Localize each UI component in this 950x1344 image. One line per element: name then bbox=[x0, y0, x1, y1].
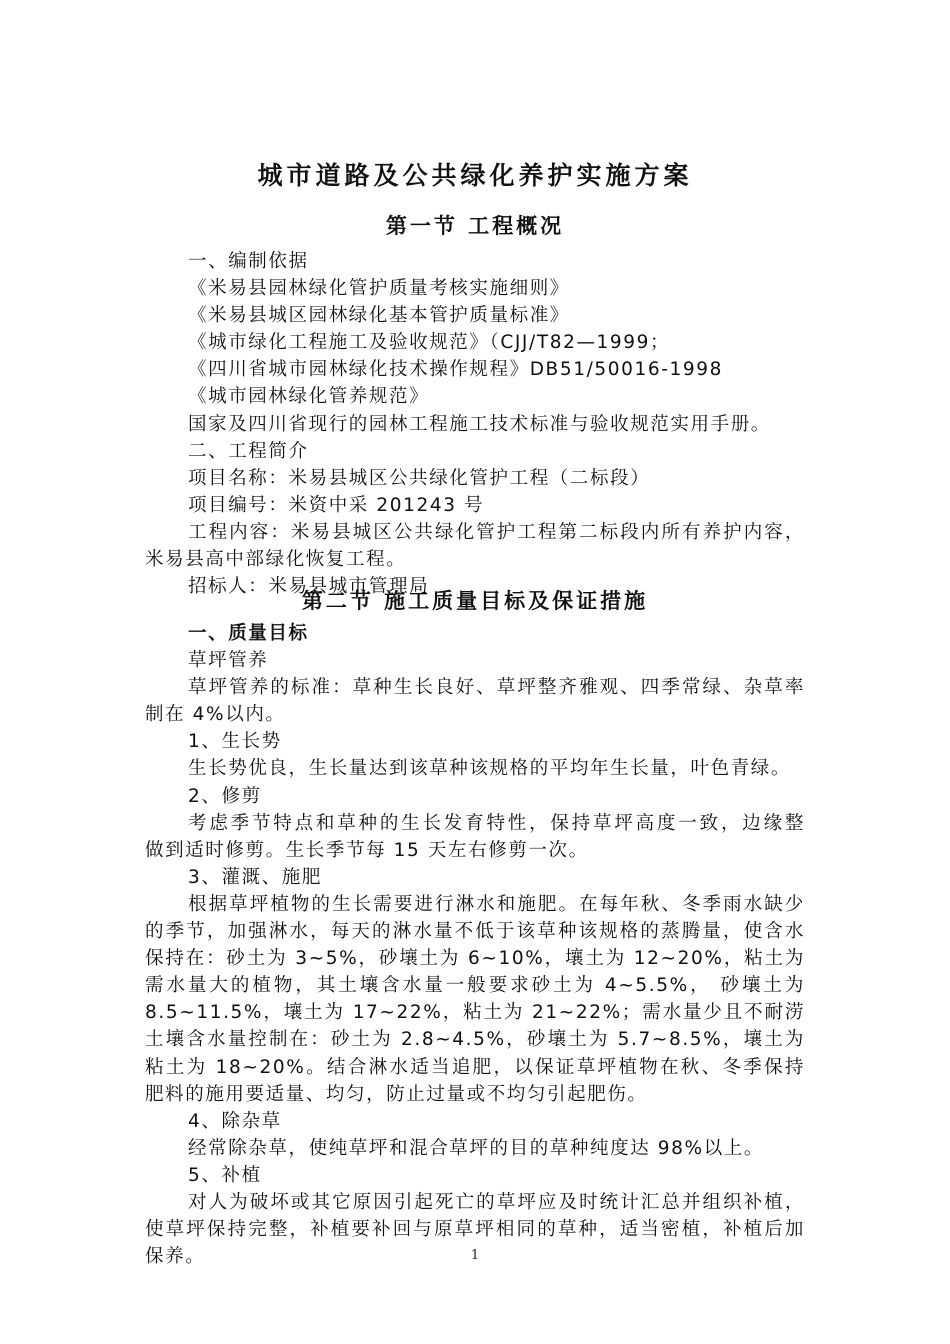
paragraph-line: 二、工程简介 bbox=[188, 440, 309, 462]
paragraph-line: 根据草坪植物的生长需要进行淋水和施肥。在每年秋、冬季雨水缺少 bbox=[188, 893, 805, 915]
paragraph-line: 土壤含水量控制在：砂土为 2.8~4.5%，砂壤土为 5.7~8.5%，壤土为 bbox=[145, 1029, 805, 1051]
paragraph-line: 项目名称：米易县城区公共绿化管护工程（二标段） bbox=[188, 467, 651, 489]
paragraph-line: 5、补植 bbox=[188, 1164, 262, 1186]
page-number: 1 bbox=[470, 1248, 480, 1263]
section-1-heading: 第一节 工程概况 bbox=[385, 214, 565, 238]
paragraph-line: 《米易县园林绿化管护质量考核实施细则》 bbox=[188, 278, 570, 300]
paragraph-line: 项目编号：米资中采 201243 号 bbox=[188, 494, 485, 516]
paragraph-line: 4、除杂草 bbox=[188, 1110, 282, 1132]
paragraph-line: 做到适时修剪。生长季节每 15 天左右修剪一次。 bbox=[145, 839, 589, 861]
paragraph-line: 《城市绿化工程施工及验收规范》（CJJ/T82—1999； bbox=[188, 332, 671, 354]
paragraph-line: 米易县高中部绿化恢复工程。 bbox=[145, 549, 407, 571]
paragraph-line: 8.5~11.5%，壤土为 17~22%，粘土为 21~22%；需水量少且不耐涝 bbox=[145, 1002, 805, 1024]
paragraph-line: 《四川省城市园林绿化技术操作规程》DB51/50016-1998 bbox=[188, 359, 724, 381]
paragraph-line: 国家及四川省现行的园林工程施工技术标准与验收规范实用手册。 bbox=[188, 413, 771, 435]
paragraph-line: 《城市园林绿化管养规范》 bbox=[188, 386, 430, 408]
paragraph-line: 使草坪保持完整，补植要补回与原草坪相同的草种，适当密植，补植后加 bbox=[145, 1219, 805, 1241]
paragraph-line: 保持在：砂土为 3~5%，砂壤土为 6~10%，壤土为 12~20%，粘土为 bbox=[145, 948, 805, 970]
paragraph-line: 招标人：米易县城市管理局 bbox=[188, 576, 430, 598]
paragraph-line: 制在 4%以内。 bbox=[145, 704, 286, 726]
paragraph-line: 需水量大的植物，其土壤含水量一般要求砂土为 4~5.5%， 砂壤土为 bbox=[145, 975, 805, 997]
paragraph-line: 3、灌溉、施肥 bbox=[188, 866, 322, 888]
paragraph-line: 工程内容：米易县城区公共绿化管护工程第二标段内所有养护内容， bbox=[188, 521, 805, 543]
paragraph-line: 《米易县城区园林绿化基本管护质量标准》 bbox=[188, 305, 570, 327]
paragraph-line: 的季节，加强淋水，每天的淋水量不低于该草种该规格的蒸腾量，使含水 bbox=[145, 921, 805, 943]
paragraph-line: 粘土为 18~20%。结合淋水适当追肥，以保证草坪植物在秋、冬季保持 bbox=[145, 1056, 805, 1078]
document-title: 城市道路及公共绿化养护实施方案 bbox=[257, 161, 693, 190]
paragraph-line: 草坪管养 bbox=[188, 650, 269, 672]
section-2-heading: 第二节 施工质量目标及保证措施 bbox=[301, 589, 649, 613]
paragraph-line: 肥料的施用要适量、均匀，防止过量或不均匀引起肥伤。 bbox=[145, 1083, 648, 1105]
paragraph-line: 1、生长势 bbox=[188, 731, 282, 753]
section-1-body bbox=[145, 248, 805, 600]
section-2-body bbox=[145, 620, 805, 1270]
paragraph-line: 生长势优良，生长量达到该草种该规格的平均年生长量，叶色青绿。 bbox=[188, 758, 792, 780]
paragraph-line: 经常除杂草，使纯草坪和混合草坪的目的草种纯度达 98%以上。 bbox=[188, 1137, 765, 1159]
paragraph-line: 对人为破坏或其它原因引起死亡的草坪应及时统计汇总并组织补植， bbox=[188, 1191, 805, 1213]
paragraph-line: 2、修剪 bbox=[188, 785, 262, 807]
paragraph-line: 草坪管养的标准：草种生长良好、草坪整齐雅观、四季常绿、杂草率 bbox=[188, 677, 805, 699]
subheading: 一、质量目标 bbox=[188, 623, 309, 644]
paragraph-line: 保养。 bbox=[145, 1246, 206, 1268]
paragraph-line: 考虑季节特点和草种的生长发育特性，保持草坪高度一致，边缘整 bbox=[188, 812, 805, 834]
paragraph-line: 一、编制依据 bbox=[188, 251, 309, 272]
